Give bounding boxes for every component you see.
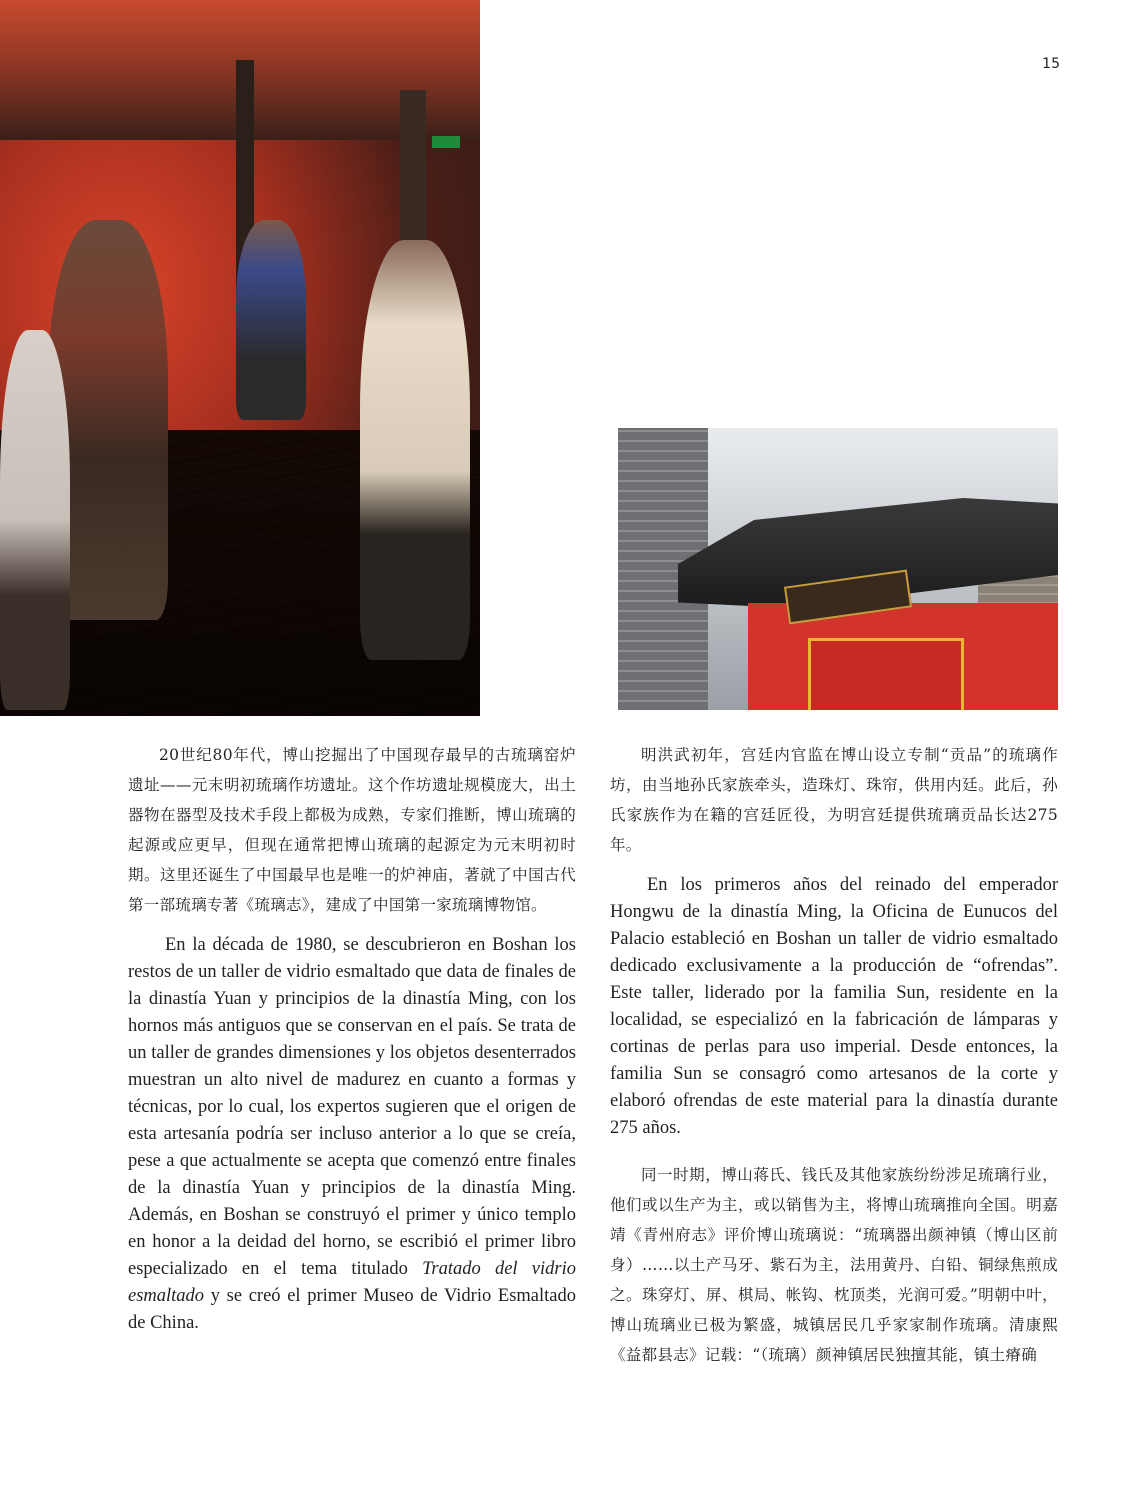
chinese-paragraph: 明洪武初年，宫廷内官监在博山设立专制“贡品”的琉璃作坊，由当地孙氏家族牵头，造珠灯、珠帘，供用内廷。此后，孙氏家族作为在籍的宫廷匠役，为明宫廷提供琉璃贡品长达275年。	[610, 746, 1058, 854]
worker-figure	[236, 220, 306, 420]
red-door	[808, 638, 964, 710]
chinese-paragraph: 同一时期，博山蒋氏、钱氏及其他家族纷纷涉足琉璃行业，他们或以生产为主，或以销售为主，将博山琉璃推向全国。明嘉靖《青州府志》评价博山琉璃说：“琉璃器出颜神镇（博山区前身）……以土产马牙、紫石为主，法用黄丹、白铅、铜绿焦煎成之。珠穿灯、屏、棋局、帐钩、枕顶类，光润可爱。”明朝中叶，博山琉璃业已极为繁盛，城镇居民几乎家家制作琉璃。清康熙《益都县志》记载：“（琉璃）颜神镇居民独擅其能，镇土瘠确	[610, 1166, 1058, 1364]
chinese-paragraph: 20世纪80年代，博山挖掘出了中国现存最早的古琉璃窑炉遗址——元末明初琉璃作坊遗址。这个作坊遗址规模庞大，出土器物在器型及技术手段上都极为成熟，专家们推断，博山琉璃的起源或应更早，但现在通常把博山琉璃的起源定为元末明初时期。这里还诞生了中国最早也是唯一的炉神庙，著就了中国古代第一部琉璃专著《琉璃志》，建成了中国第一家琉璃博物馆。	[128, 746, 576, 914]
spanish-paragraph	[128, 932, 576, 1337]
glass-workshop-photo	[0, 0, 480, 716]
book-title: Tratado del vidrio esmaltado	[128, 1259, 577, 1306]
left-text-column	[128, 740, 576, 1351]
spanish-text: En la década de 1980, se descubrieron en Boshan los restos de un taller de vidrio esmaltado que data de finales de la dinastía Yuan y principios de la dinastía Ming, con los hornos más antiguos que se conservan en el país. Se trata de un taller de grandes dimensiones y los objetos desenterrados muestran un alto nivel de madurez en cuanto a formas y técnicas, por lo cual, los expertos sugieren que el origen de esta artesanía podría ser incluso anterior a lo que se creía, pese a que actualmente se acepta que comenzó entre finales de la dinastía Yuan y principios de la dinastía Ming. Además, en Boshan se construyó el primer y único templo en honor a la deidad del horno, se escribió el primer libro especializado en el tema titulado	[128, 935, 576, 1279]
spanish-paragraph: En los primeros años del reinado del emperador Hongwu de la dinastía Ming, la Oficina de Eunucos del Palacio estableció en Boshan un taller de vidrio esmaltado dedicado exclusivamente a la producción de “ofrendas”. Este taller, liderado por la familia Sun, residente en la localidad, se especializó en la fabricación de lámparas y cortinas de perlas para uso imperial. Desde entonces, la familia Sun se consagró como artesanos de la corte y elaboró ofrendas de este material para la dinastía durante 275 años.	[610, 875, 1058, 1138]
right-text-column	[610, 740, 1058, 1382]
furnace-god-temple-photo	[618, 428, 1058, 710]
exit-sign	[432, 136, 460, 148]
worker-figure	[0, 330, 70, 710]
page-number: 15	[1042, 56, 1060, 72]
spanish-text: y se creó el primer Museo de Vidrio Esmaltado de China.	[128, 1286, 576, 1333]
worker-figure	[360, 240, 470, 660]
